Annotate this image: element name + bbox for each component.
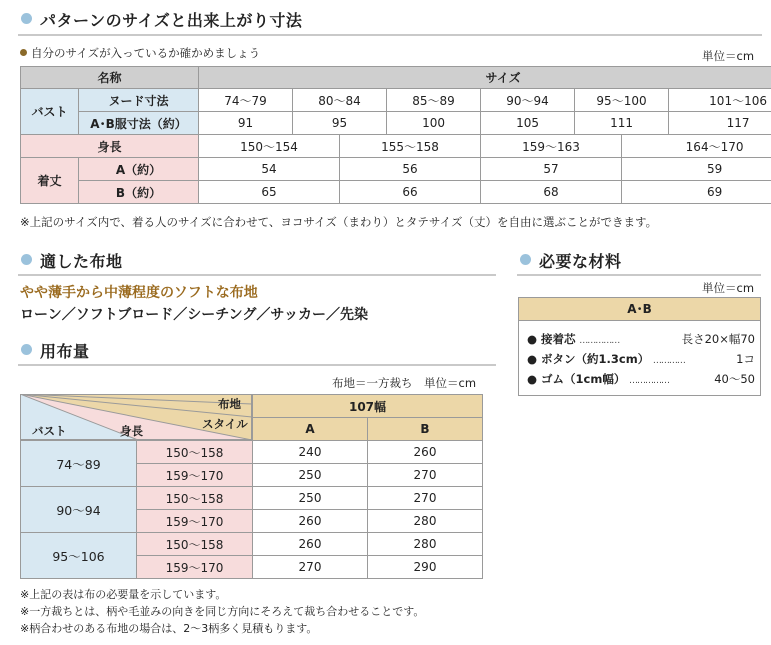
amount-a: 250 — [253, 487, 368, 510]
col-b-header: B — [368, 418, 483, 441]
length-b-value: 66 — [340, 181, 481, 204]
length-label: 着丈 — [21, 158, 79, 204]
material-name: ● ゴム（1cm幅） — [527, 372, 626, 386]
bust-label: バスト — [21, 89, 79, 135]
ab-value: 111 — [575, 112, 669, 135]
nude-value: 101〜106 — [669, 89, 771, 112]
height-cell: 150〜158 — [137, 487, 253, 510]
amount-b: 260 — [368, 441, 483, 464]
section1-note: ※上記のサイズ内で、着る人のサイズに合わせて、ヨコサイズ（まわり）とタテサイズ（丈）を自由に選ぶことができます。 — [20, 215, 658, 229]
bust-group: 95〜106 — [21, 533, 137, 579]
amount-a: 240 — [253, 441, 368, 464]
materials-header: A･B — [519, 298, 760, 321]
amount-b: 280 — [368, 533, 483, 556]
corner-style-label: スタイル — [202, 417, 248, 431]
material-item — [527, 371, 755, 387]
ab-value: 117 — [669, 112, 771, 135]
section4-rule — [517, 274, 761, 276]
material-name: ● 接着芯 — [527, 332, 576, 346]
corner-fabric-label: 布地 — [218, 397, 241, 411]
nude-value: 74〜79 — [199, 89, 293, 112]
section1-unit: 単位＝cm — [702, 49, 755, 63]
header-name: 名称 — [21, 67, 199, 89]
ab-value: 91 — [199, 112, 293, 135]
material-name: ● ボタン（約1.3cm） — [527, 352, 650, 366]
amount-b: 270 — [368, 464, 483, 487]
section-bullet-icon — [21, 13, 32, 24]
fabric-highlight: やや薄手から中薄程度のソフトな布地 — [20, 285, 258, 301]
amount-b: 270 — [368, 487, 483, 510]
section-bullet-icon — [21, 254, 32, 265]
section-bullet-icon — [21, 344, 32, 355]
section4-unit: 単位＝cm — [702, 281, 755, 295]
height-value: 164〜170 — [622, 135, 771, 158]
ab-value: 100 — [387, 112, 481, 135]
width-header: 107幅 — [253, 395, 483, 418]
material-dots: …………… — [629, 376, 669, 386]
nude-value: 85〜89 — [387, 89, 481, 112]
material-dots: ………… — [652, 356, 685, 366]
col-a-header: A — [253, 418, 368, 441]
material-value: 1コ — [736, 352, 755, 366]
nude-value: 95〜100 — [575, 89, 669, 112]
length-a-label: A（約） — [79, 158, 199, 181]
ab-value: 105 — [481, 112, 575, 135]
ab-label: A･B服寸法（約） — [79, 112, 199, 135]
materials-box — [518, 297, 761, 396]
size-table — [20, 66, 771, 204]
subtitle-text: 自分のサイズが入っているか確かめましょう — [31, 46, 261, 60]
section2-title: 適した布地 — [40, 252, 123, 271]
length-a-value: 54 — [199, 158, 340, 181]
height-value: 155〜158 — [340, 135, 481, 158]
height-cell: 159〜170 — [137, 510, 253, 533]
fabric-note: ※上記の表は布の必要量を示しています。 — [20, 588, 227, 601]
material-item — [527, 331, 755, 347]
height-value: 159〜163 — [481, 135, 622, 158]
amount-a: 250 — [253, 464, 368, 487]
fabric-list: ローン／ソフトブロード／シーチング／サッカー／先染 — [20, 307, 369, 323]
amount-b: 280 — [368, 510, 483, 533]
height-cell: 150〜158 — [137, 441, 253, 464]
corner-bust-label: バスト — [32, 424, 67, 438]
header-size: サイズ — [199, 67, 771, 89]
length-b-value: 69 — [622, 181, 771, 204]
length-a-value: 56 — [340, 158, 481, 181]
material-value: 40〜50 — [714, 372, 755, 386]
ab-value: 95 — [293, 112, 387, 135]
material-value: 長さ20×幅70 — [681, 332, 755, 346]
amount-b: 290 — [368, 556, 483, 579]
height-cell: 150〜158 — [137, 533, 253, 556]
section4-title: 必要な材料 — [539, 252, 622, 271]
bust-group: 90〜94 — [21, 487, 137, 533]
corner-height-label: 身長 — [120, 424, 143, 438]
height-cell: 159〜170 — [137, 464, 253, 487]
fabric-note: ※一方裁ちとは、柄や毛並みの向きを同じ方向にそろえて裁ち合わせることです。 — [20, 605, 425, 618]
height-label: 身長 — [21, 135, 199, 158]
material-dots: …………… — [579, 336, 620, 346]
height-cell: 159〜170 — [137, 556, 253, 579]
section-bullet-icon — [520, 254, 531, 265]
fabric-note: ※柄合わせのある布地の場合は、2〜3柄多く見積もります。 — [20, 622, 318, 635]
section3-title: 用布量 — [40, 342, 90, 361]
length-a-value: 57 — [481, 158, 622, 181]
amount-a: 270 — [253, 556, 368, 579]
fabric-table-corner — [20, 394, 252, 440]
length-a-value: 59 — [622, 158, 771, 181]
length-b-value: 68 — [481, 181, 622, 204]
bullet-icon — [20, 49, 27, 56]
length-b-label: B（約） — [79, 181, 199, 204]
section1-rule — [18, 34, 762, 36]
material-item — [527, 351, 755, 367]
section1-subtitle — [20, 45, 260, 61]
height-value: 150〜154 — [199, 135, 340, 158]
section3-rule — [18, 364, 496, 366]
nude-value: 90〜94 — [481, 89, 575, 112]
nude-value: 80〜84 — [293, 89, 387, 112]
amount-a: 260 — [253, 533, 368, 556]
nude-label: ヌード寸法 — [79, 89, 199, 112]
section1-title: パターンのサイズと出来上がり寸法 — [40, 11, 303, 30]
length-b-value: 65 — [199, 181, 340, 204]
fabric-table — [252, 394, 483, 441]
bust-group: 74〜89 — [21, 441, 137, 487]
amount-a: 260 — [253, 510, 368, 533]
fabric-table-body — [20, 440, 483, 579]
section3-unit: 布地＝一方裁ち 単位＝cm — [332, 376, 477, 390]
section2-rule — [18, 274, 496, 276]
